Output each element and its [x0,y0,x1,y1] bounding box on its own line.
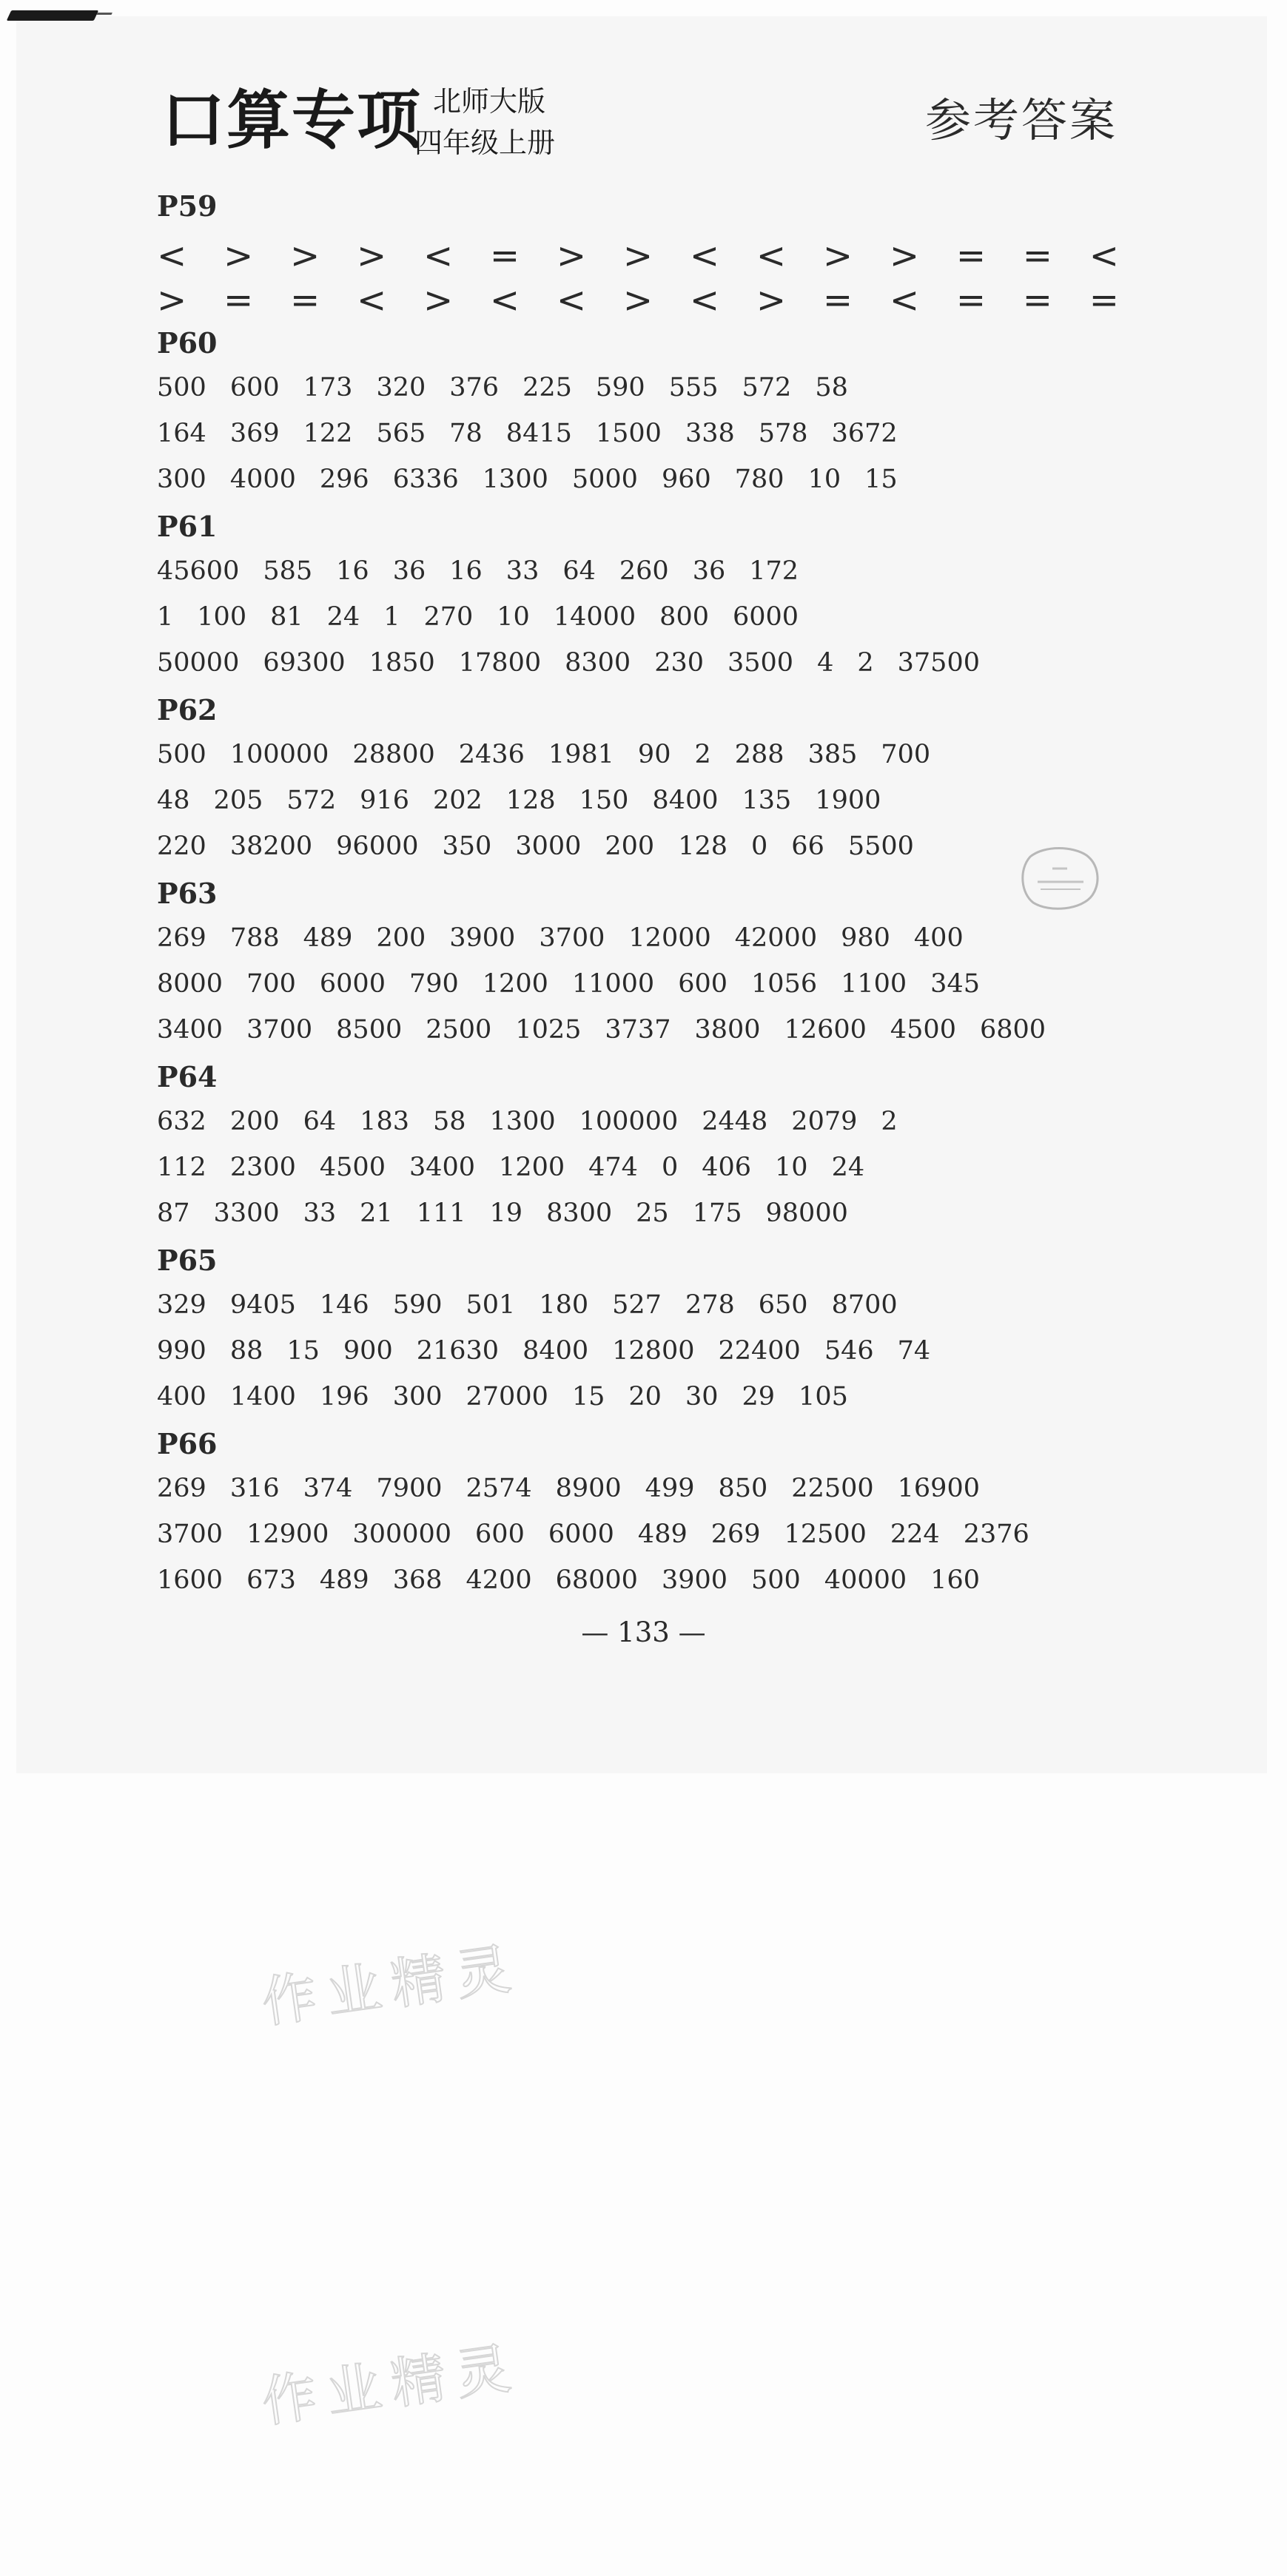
answer-row [157,1198,1119,1228]
answer-value: 64 [562,556,596,586]
answer-value: 489 [319,1565,369,1595]
answer-value: 29 [742,1382,776,1412]
answer-value: 800 [659,602,709,632]
answer-value: 1100 [841,969,907,999]
answer-value: 2500 [426,1015,492,1045]
answer-value: 33 [505,556,540,586]
answer-value: 2574 [466,1474,532,1503]
answer-value: 200 [376,923,426,953]
answer-value: 4200 [466,1565,532,1595]
answer-value: 600 [475,1520,525,1549]
answer-value: 990 [157,1336,206,1366]
answer-value: 200 [605,832,655,861]
answer-value: 40000 [824,1565,907,1595]
symbol: > [822,235,853,277]
answer-value: 8415 [505,419,572,448]
answer-value: 1400 [229,1382,296,1412]
answer-value: 2 [857,648,874,678]
answer-value: 6000 [732,602,799,632]
answer-value: 202 [432,786,483,815]
answer-value: 68000 [555,1565,638,1595]
answer-row [157,1292,1119,1318]
answer-row [157,1017,1119,1043]
symbol: = [822,280,853,321]
answer-value: 150 [579,786,629,815]
symbol: = [1022,235,1053,277]
answer-value: 6800 [979,1015,1046,1045]
answer-value: 16 [336,556,369,586]
answer-value: 300 [392,1382,443,1412]
answer-row [157,1109,1119,1135]
symbol: < [889,280,920,321]
answer-row [157,1522,1119,1548]
answer-value: 90 [637,740,671,769]
answer-value: 164 [157,419,206,448]
answer-value: 220 [157,832,206,861]
symbol: < [689,280,720,321]
answer-value: 98000 [765,1198,848,1228]
symbol: > [223,235,254,277]
answer-value: 700 [246,969,296,999]
answer-row [157,971,1119,997]
answer-value: 225 [522,373,572,402]
answer-value: 2 [881,1107,898,1136]
answer-value: 6336 [392,465,459,494]
answer-value: 100000 [579,1107,679,1136]
answer-value: 3700 [246,1015,313,1045]
symbol: > [622,280,653,321]
answer-value: 22500 [791,1474,874,1503]
answer-value: 24 [326,602,360,632]
answer-value: 3900 [449,923,516,953]
answer-value: 546 [824,1336,874,1366]
answer-value: 50000 [157,648,240,678]
answer-row [157,925,1119,951]
answer-value: 1981 [548,740,614,769]
answer-value: 1600 [157,1565,224,1595]
answer-value: 555 [668,373,719,402]
symbol: > [556,235,587,277]
answer-value: 12500 [784,1520,867,1549]
answer-value: 578 [758,419,808,448]
answer-value: 10 [807,465,841,494]
answer-value: 632 [157,1107,206,1136]
answer-value: 15 [571,1382,605,1412]
answer-value: 8300 [565,648,631,678]
answer-value: 350 [442,832,492,861]
answer-value: 3700 [157,1520,224,1549]
answer-value: 1056 [751,969,818,999]
answer-value: 780 [734,465,784,494]
section-label-p60: P60 [157,326,218,360]
answer-value: 980 [841,923,890,953]
answer-value: 21 [360,1198,393,1228]
answer-value: 78 [449,419,483,448]
answer-value: 572 [286,786,337,815]
answer-value: 14000 [553,602,636,632]
answer-value: 2448 [702,1107,768,1136]
answer-value: 33 [303,1198,337,1228]
answer-value: 278 [685,1290,735,1320]
answer-value: 10 [497,602,530,632]
answer-row [157,788,1119,814]
answer-value: 122 [303,419,353,448]
answer-value: 499 [645,1474,695,1503]
answer-value: 200 [229,1107,280,1136]
answer-value: 1300 [489,1107,556,1136]
section-label-p65: P65 [157,1244,218,1277]
p59-symbol-row-1 [157,235,1119,277]
answer-value: 8500 [336,1015,403,1045]
answer-value: 788 [229,923,280,953]
answer-value: 69300 [263,648,346,678]
answer-value: 1300 [482,465,548,494]
answer-row [157,1384,1119,1410]
answer-value: 58 [432,1107,466,1136]
edition-label: 北师大版 [433,85,546,118]
answer-value: 21630 [416,1336,500,1366]
answer-value: 369 [229,419,280,448]
answer-value: 269 [157,1474,206,1503]
answer-value: 87 [157,1198,190,1228]
answer-value: 12000 [628,923,711,953]
answer-value: 224 [890,1520,940,1549]
answer-value: 1025 [515,1015,582,1045]
answer-value: 81 [270,602,303,632]
answer-value: 19 [489,1198,523,1228]
answer-value: 38200 [229,832,313,861]
symbol: > [356,235,387,277]
answer-value: 500 [751,1565,801,1595]
answer-value: 8400 [652,786,719,815]
answer-value: 2 [694,740,711,769]
p59-symbol-row-2 [157,280,1119,321]
answer-value: 1850 [369,648,435,678]
page-number: — 133 — [581,1616,706,1648]
section-label-p59: P59 [157,189,218,223]
symbol: < [1089,235,1119,277]
section-label-p61: P61 [157,510,218,543]
answer-value: 37500 [897,648,980,678]
answer-row [157,375,1119,401]
answer-value: 269 [157,923,206,953]
symbol: = [289,280,320,321]
section-label-p66: P66 [157,1427,218,1460]
answer-value: 22400 [718,1336,801,1366]
answer-value: 600 [229,373,280,402]
answer-value: 48 [157,786,190,815]
symbol: = [1089,280,1119,321]
scan-corner-mark [7,10,99,21]
answer-value: 12600 [784,1015,867,1045]
answer-value: 260 [619,556,669,586]
symbol: = [1022,280,1053,321]
answer-value: 2079 [791,1107,858,1136]
answer-value: 180 [539,1290,589,1320]
answer-value: 374 [303,1474,353,1503]
answer-value: 565 [376,419,426,448]
answer-value: 128 [505,786,556,815]
answer-value: 406 [702,1153,752,1182]
answer-value: 36 [392,556,426,586]
answer-value: 500 [157,740,206,769]
answer-value: 316 [229,1474,280,1503]
answer-row [157,556,1119,586]
answer-value: 66 [791,832,824,861]
answer-value: 296 [319,465,369,494]
answer-value: 4000 [229,465,296,494]
answer-value: 527 [612,1290,662,1320]
answer-value: 58 [815,373,848,402]
symbol: < [157,235,187,277]
answer-row [157,834,1119,860]
answer-value: 3737 [605,1015,671,1045]
answer-value: 8300 [546,1198,613,1228]
answer-value: 25 [636,1198,669,1228]
symbol: > [423,280,454,321]
answer-value: 0 [751,832,768,861]
answer-value: 790 [409,969,459,999]
answer-value: 572 [742,373,792,402]
symbol: = [489,235,520,277]
stamp-icon [1015,843,1103,914]
answer-row [157,1155,1119,1181]
answer-value: 230 [654,648,704,678]
answer-row [157,604,1119,630]
answer-value: 585 [263,556,313,586]
symbol: < [556,280,587,321]
symbol: = [223,280,254,321]
symbol: < [356,280,387,321]
answer-value: 64 [303,1107,337,1136]
answer-value: 3672 [831,419,898,448]
answer-value: 338 [685,419,735,448]
answer-value: 128 [678,832,728,861]
answer-value: 17800 [458,648,542,678]
symbol: < [756,235,787,277]
book-brand-title: 口算专项 [161,84,422,158]
answer-value: 3400 [157,1015,224,1045]
answer-value: 135 [742,786,792,815]
answer-value: 74 [897,1336,931,1366]
answer-value: 600 [678,969,728,999]
answer-value: 300000 [352,1520,452,1549]
answer-value: 3300 [213,1198,280,1228]
answer-value: 3700 [539,923,605,953]
section-label-p64: P64 [157,1060,218,1093]
symbol: > [157,280,187,321]
answer-value: 9405 [229,1290,296,1320]
answer-value: 3000 [515,832,582,861]
answer-value: 376 [449,373,500,402]
answer-value: 100000 [229,740,329,769]
answer-value: 196 [319,1382,369,1412]
answer-value: 3500 [727,648,794,678]
watermark: 作业精灵 [258,1935,525,2036]
answer-row [157,742,1119,768]
answer-value: 850 [718,1474,768,1503]
answer-value: 16900 [897,1474,980,1503]
answer-value: 12900 [246,1520,329,1549]
answer-value: 270 [423,602,474,632]
answer-value: 320 [376,373,426,402]
answer-value: 96000 [336,832,419,861]
answer-value: 650 [758,1290,808,1320]
answer-value: 36 [692,556,726,586]
answer-value: 173 [303,373,353,402]
answer-value: 368 [392,1565,443,1595]
answer-value: 3900 [661,1565,728,1595]
answer-value: 10 [775,1153,808,1182]
answer-value: 105 [799,1382,848,1412]
answer-value: 345 [930,969,980,999]
answer-value: 27000 [466,1382,548,1412]
answer-value: 501 [466,1290,516,1320]
answer-value: 8000 [157,969,224,999]
symbol: < [423,235,454,277]
answer-value: 6000 [548,1520,614,1549]
answer-value: 489 [303,923,353,953]
answer-value: 3400 [409,1153,476,1182]
answer-value: 16 [449,556,483,586]
answer-value: 5000 [571,465,638,494]
answer-value: 500 [157,373,206,402]
section-label-p62: P62 [157,693,218,726]
answer-value: 0 [661,1153,679,1182]
answer-value: 1 [157,602,174,632]
answer-row [157,1476,1119,1502]
answer-value: 111 [416,1198,466,1228]
answer-value: 5500 [847,832,914,861]
answer-value: 8900 [555,1474,622,1503]
answer-value: 2300 [229,1153,296,1182]
answer-value: 4500 [890,1015,956,1045]
answer-value: 960 [661,465,711,494]
answer-value: 1500 [595,419,662,448]
answer-value: 12800 [612,1336,695,1366]
answer-value: 4500 [319,1153,386,1182]
symbol: < [489,280,520,321]
symbol: > [289,235,320,277]
answer-value: 172 [749,556,799,586]
answer-value: 3800 [694,1015,761,1045]
answer-row [157,1565,1119,1595]
answer-value: 269 [710,1520,761,1549]
answer-value: 7900 [376,1474,443,1503]
answer-value: 30 [685,1382,719,1412]
answer-value: 8700 [831,1290,898,1320]
answer-row [157,421,1119,447]
answer-value: 300 [157,465,206,494]
answer-value: 1200 [499,1153,565,1182]
answer-value: 2376 [963,1520,1029,1549]
answer-value: 42000 [734,923,818,953]
answer-value: 160 [930,1565,980,1595]
answer-value: 400 [157,1382,206,1412]
answer-value: 28800 [352,740,435,769]
answer-value: 1200 [482,969,548,999]
watermark: 作业精灵 [258,2335,525,2435]
answer-value: 20 [628,1382,662,1412]
answer-row [157,467,1119,493]
answer-value: 205 [213,786,263,815]
answer-value: 900 [343,1336,393,1366]
answer-value: 700 [881,740,931,769]
answer-value: 489 [637,1520,688,1549]
answer-value: 590 [595,373,645,402]
answer-value: 4 [817,648,834,678]
answer-row [157,650,1119,676]
answer-value: 916 [360,786,409,815]
answer-value: 2436 [458,740,525,769]
answer-value: 175 [692,1198,742,1228]
answer-value: 474 [588,1153,638,1182]
answer-value: 45600 [157,556,240,586]
answer-value: 590 [392,1290,443,1320]
answer-value: 11000 [571,969,655,999]
answer-value: 15 [864,465,898,494]
answer-value: 88 [229,1336,263,1366]
answer-value: 673 [246,1565,296,1595]
answer-key-title: 参考答案 [925,93,1118,147]
symbol: > [622,235,653,277]
answer-value: 146 [319,1290,369,1320]
answer-value: 112 [157,1153,206,1182]
symbol: < [689,235,720,277]
symbol: = [955,280,987,321]
answer-value: 1900 [815,786,881,815]
answer-value: 15 [286,1336,320,1366]
section-label-p63: P63 [157,877,218,910]
answer-value: 24 [831,1153,865,1182]
answer-value: 8400 [522,1336,589,1366]
answer-value: 1 [383,602,400,632]
answer-value: 329 [157,1290,206,1320]
answer-value: 6000 [319,969,386,999]
symbol: = [955,235,987,277]
symbol: > [756,280,787,321]
answer-row [157,1338,1119,1364]
symbol: > [889,235,920,277]
answer-value: 100 [197,602,247,632]
grade-label: 四年级上册 [414,127,556,159]
answer-value: 288 [734,740,784,769]
answer-value: 400 [913,923,964,953]
answer-value: 385 [807,740,858,769]
answer-value: 183 [360,1107,409,1136]
